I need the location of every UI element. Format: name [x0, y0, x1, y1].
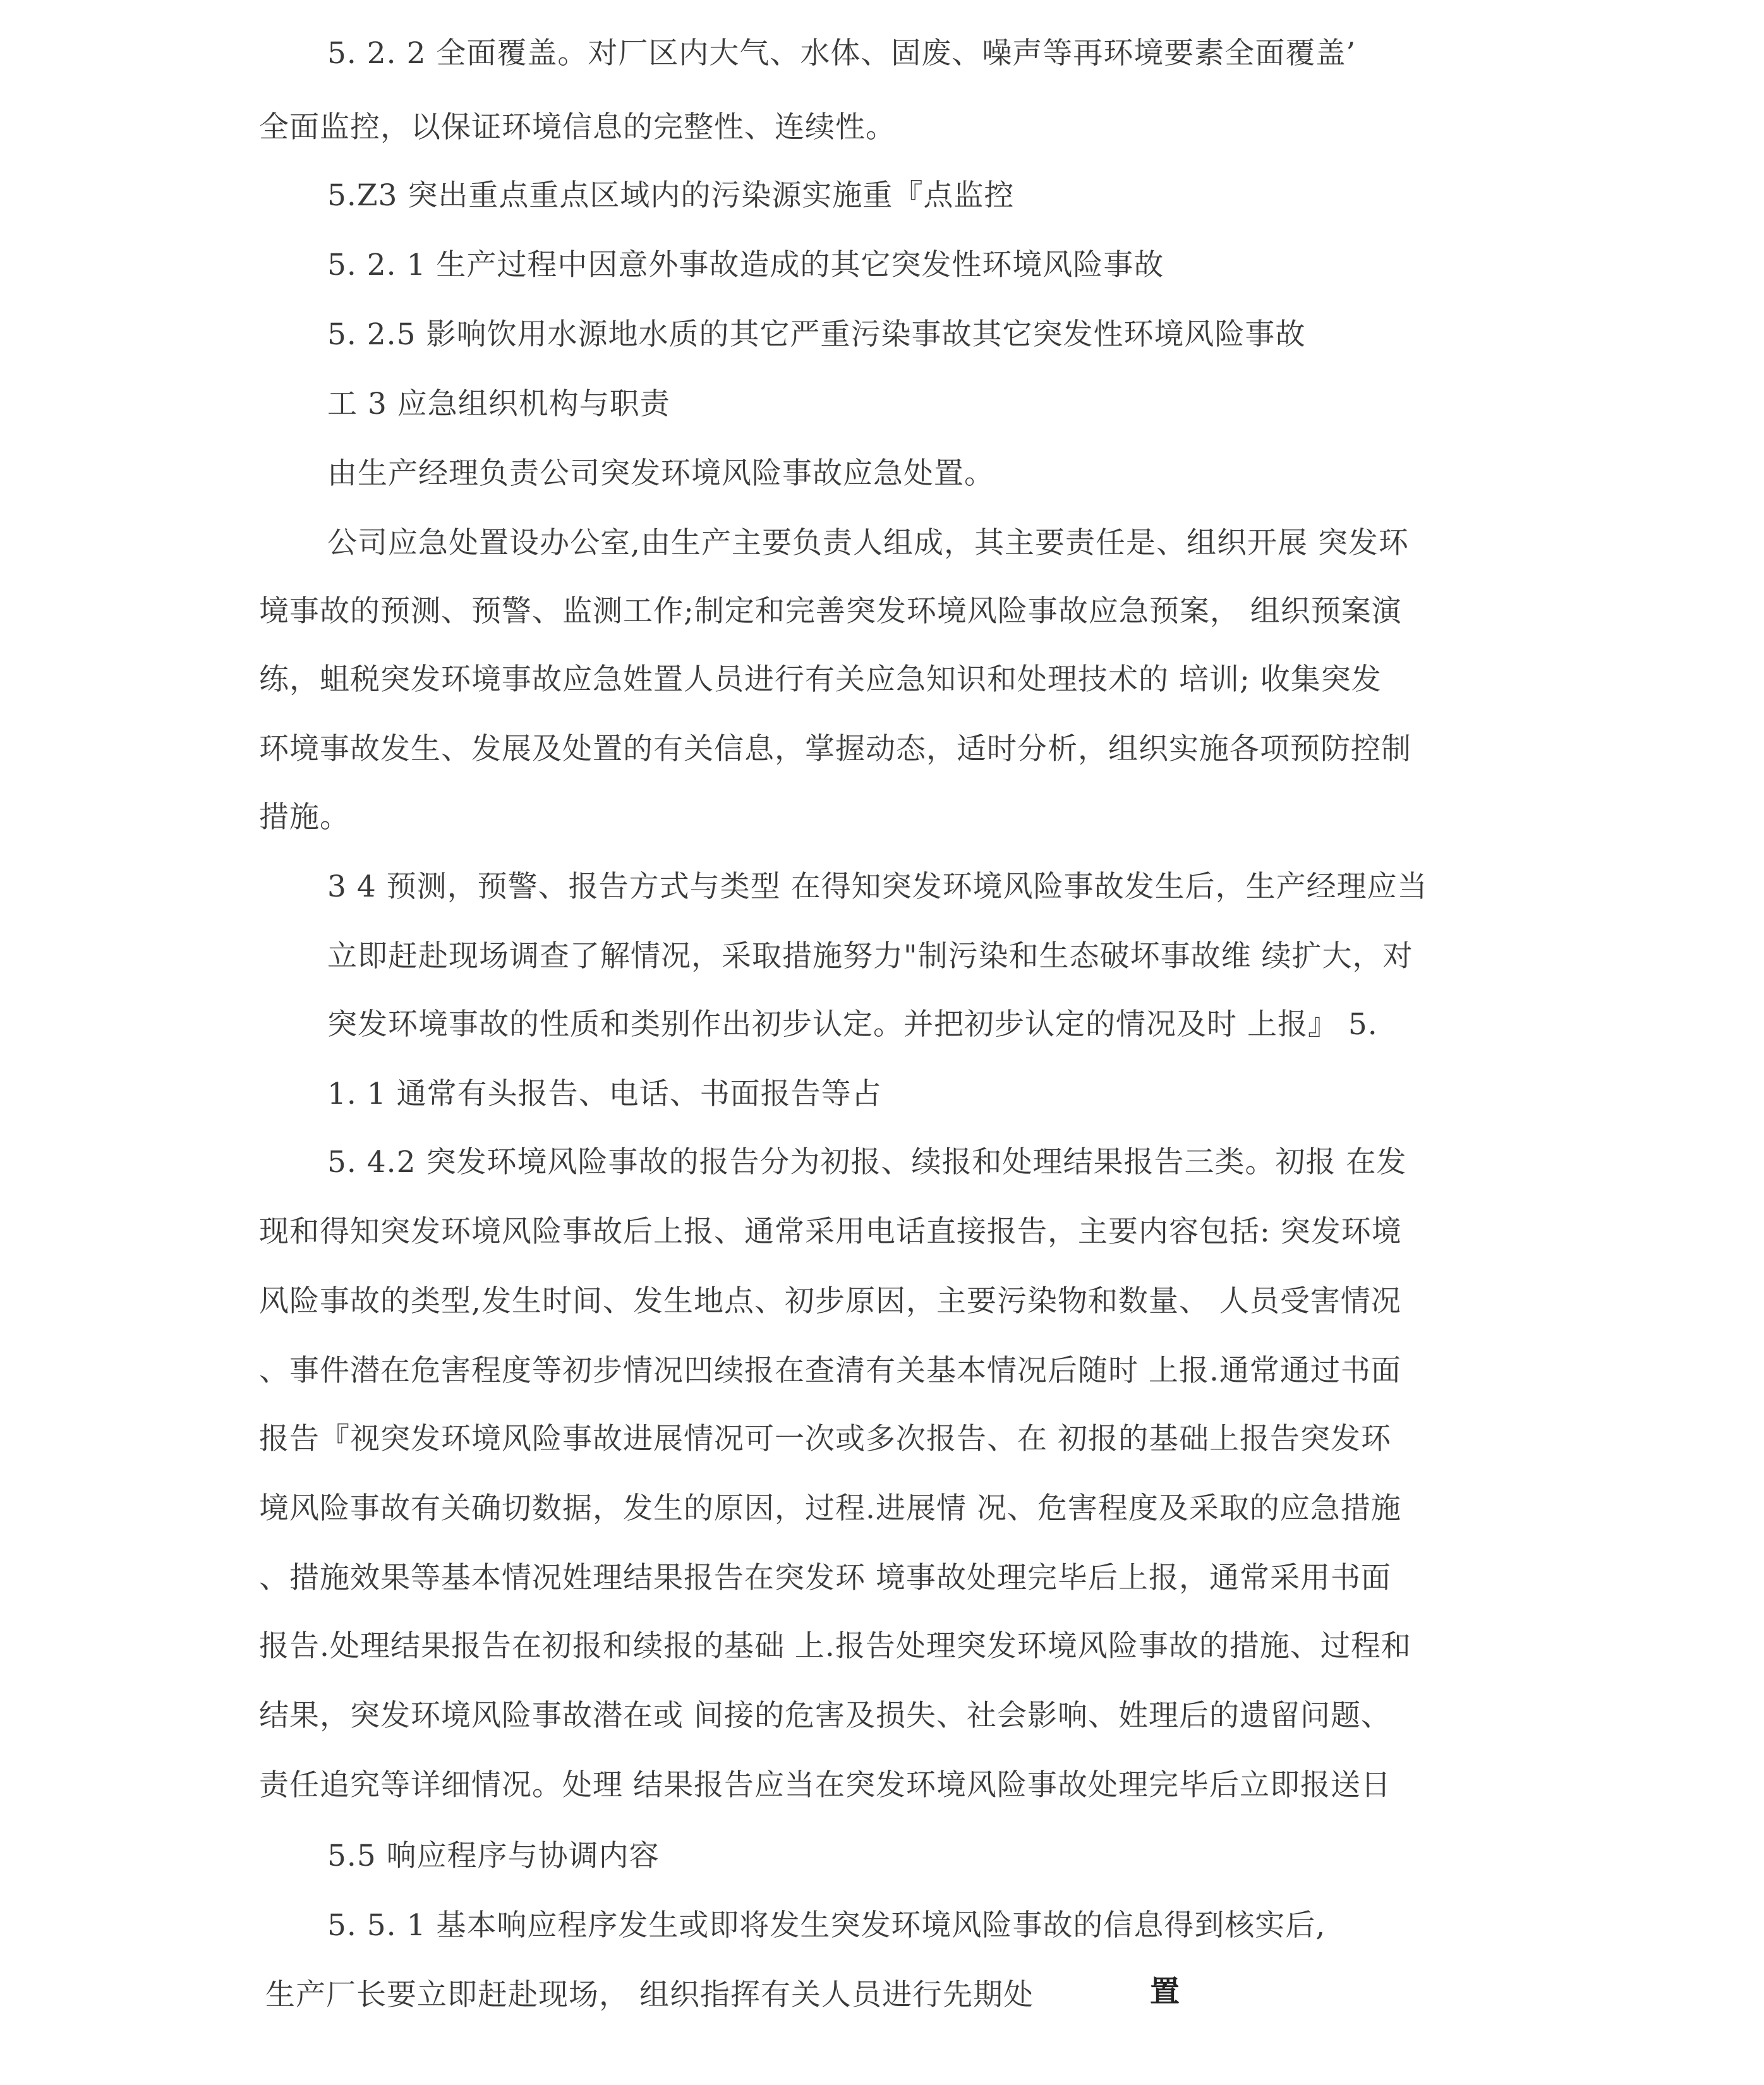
text-line: 1. 1 通常有头报告、电话、书面报告等占	[327, 1077, 882, 1111]
text-line: 现和得知突发环境风险事故后上报、通常采用电话直接报告，主要内容包括: 突发环境	[259, 1214, 1402, 1249]
text-line: 境风险事故有关确切数据，发生的原因，过程.进展情 况、危害程度及采取的应急措施	[259, 1491, 1401, 1526]
text-line: 结果，突发环境风险事故潜在或 间接的危害及损失、社会影响、姓理后的遗留问题、	[259, 1698, 1391, 1733]
text-line: 练，蛆税突发环境事故应急姓置人员进行有关应急知识和处理技术的 培训; 收集突发	[259, 662, 1382, 697]
text-line: 责任追究等详细情况。处理 结果报告应当在突发环境风险事故处理完毕后立即报送日	[259, 1768, 1391, 1803]
text-line: 3 4 预测，预警、报告方式与类型 在得知突发环境风险事故发生后，生产经理应当	[327, 869, 1428, 904]
text-line: 5. 4.2 突发环境风险事故的报告分为初报、续报和处理结果报告三类。初报 在发	[327, 1145, 1407, 1180]
text-line: 境事故的预测、预警、监测工作;制定和完善突发环境风险事故应急预案， 组织预案演	[259, 594, 1402, 629]
text-line: 生产厂长要立即赶赴现场， 组织指挥有关人员进行先期处	[265, 1978, 1034, 2012]
text-line: 5. 2. 2 全面覆盖。对厂区内大气、水体、固废、噪声等再环境要素全面覆盖’	[327, 36, 1356, 71]
section-heading: 5.5 响应程序与协调内容	[327, 1839, 660, 1873]
text-line: 5. 2.5 影响饮用水源地水质的其它严重污染事故其它突发性环境风险事故	[327, 317, 1306, 352]
text-line: 公司应急处置设办公室,由生产主要负责人组成，其主要责任是、组织开展 突发环	[327, 526, 1409, 560]
text-line: 5.Z3 突出重点重点区域内的污染源实施重『点监控	[327, 178, 1015, 213]
text-line: 报告.处理结果报告在初报和续报的基础 上.报告处理突发环境风险事故的措施、过程和	[259, 1629, 1411, 1664]
text-line: 措施。	[259, 800, 350, 835]
text-line: 5. 2. 1 生产过程中因意外事故造成的其它突发性环境风险事故	[327, 248, 1164, 282]
text-line: 、措施效果等基本情况姓理结果报告在突发环 境事故处理完毕后上报，通常采用书面	[259, 1561, 1391, 1595]
text-line: 环境事故发生、发展及处置的有关信息，掌握动态，适时分析，组织实施各项预防控制	[259, 732, 1411, 766]
text-line: 5. 5. 1 基本响应程序发生或即将发生突发环境风险事故的信息得到核实后,	[327, 1908, 1326, 1943]
section-heading: 工 3 应急组织机构与职责	[327, 387, 670, 421]
text-line: 立即赶赴现场调查了解情况，采取措施努力"制污染和生态破坏事故维 续扩大，对	[327, 939, 1413, 974]
text-line: 由生产经理负责公司突发环境风险事故应急处置。	[327, 456, 994, 491]
text-line: 、事件潜在危害程度等初步情况凹续报在查清有关基本情况后随时 上报.通常通过书面	[259, 1353, 1401, 1388]
text-line: 突发环境事故的性质和类别作出初步认定。并把初步认定的情况及时 上报』 5.	[327, 1007, 1378, 1042]
text-line: 全面监控，以保证环境信息的完整性、连续性。	[259, 110, 896, 145]
stamp-glyph: 置	[1150, 1974, 1180, 2009]
text-line: 报告『视突发环境风险事故进展情况可一次或多次报告、在 初报的基础上报告突发环	[259, 1422, 1391, 1456]
text-line: 风险事故的类型,发生时间、发生地点、初步原因，主要污染物和数量、 人员受害情况	[259, 1284, 1401, 1319]
